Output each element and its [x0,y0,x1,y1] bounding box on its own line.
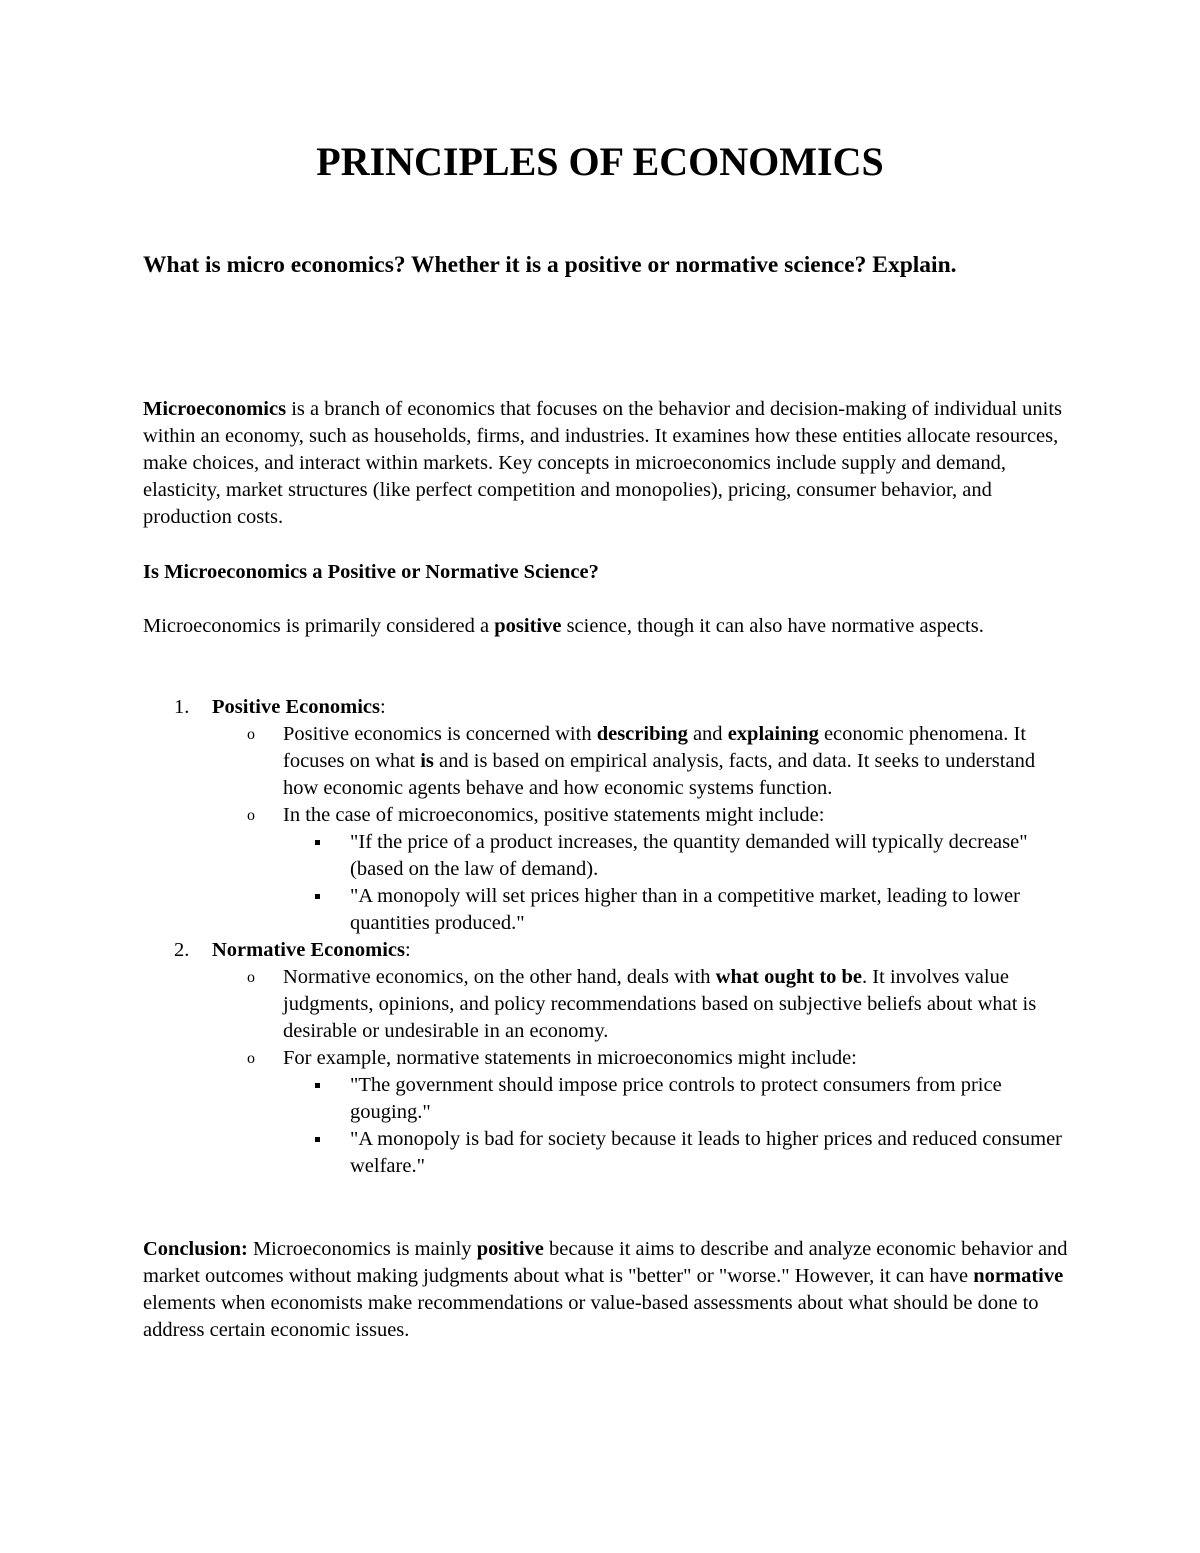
text-run: because it aims to describe and analyze economic behavior and market outcomes without making judgments about what is "better" or "worse." However, it can have [143,1238,1068,1287]
item-colon: : [379,696,386,718]
question-heading: What is micro economics? Whether it is a positive or normative science? Explain. [143,252,957,278]
text-run: For example, normative statements in microeconomics might include: [283,1047,857,1069]
example-text: "If the price of a product increases, the quantity demanded will typically decrease" (based on the law of demand). [350,831,1028,880]
lead-text-before: Microeconomics is primarily considered a [143,615,495,637]
example-text: "The government should impose price controls to protect consumers from price gouging." [350,1074,1002,1123]
text-run: Positive economics is concerned with [283,723,597,745]
page-title: PRINCIPLES OF ECONOMICS [316,139,884,184]
square-bullet-icon [315,1137,320,1142]
circle-bullet-icon: o [247,807,255,824]
list-number: 2. [174,939,190,961]
item-heading: Positive Economics [212,696,380,718]
circle-bullet-icon: o [247,1050,255,1067]
example-text: "A monopoly is bad for society because it leads to higher prices and reduced consumer welfare." [350,1128,1062,1177]
sub-item [212,802,1073,829]
square-bullet-icon [315,840,320,845]
text-run: Microeconomics is mainly [247,1238,477,1260]
text-run: economic phenomena. It focuses on what [283,723,1027,772]
bold-run: positive [476,1238,544,1260]
example-list [212,829,1073,937]
item-colon: : [405,939,411,961]
sub-item [212,1045,1073,1072]
list-item-normative [143,937,1073,964]
text-run: and is based on empirical analysis, facts, and data. It seeks to understand how economic agents behave and how economic systems function. [283,750,1036,799]
text-run: and [687,723,728,745]
numbered-list [143,694,1073,1180]
text-run: elements when economists make recommendations or value-based assessments about what should be done to address certain economic issues. [143,1292,1039,1341]
section-subheading: Is Microeconomics a Positive or Normative Science? [143,561,599,583]
circle-bullet-icon: o [247,726,255,743]
intro-paragraph [143,396,1063,531]
bold-run: describing [596,723,688,745]
lead-paragraph [143,613,1063,640]
sublist [143,721,1073,937]
conclusion-label: Conclusion: [143,1238,248,1260]
example-item [283,883,1073,937]
example-item [283,1126,1073,1180]
example-item [283,829,1073,883]
list-number: 1. [174,696,190,718]
item-heading: Normative Economics [212,939,405,961]
list-item-positive [143,694,1073,721]
lead-text-after: science, though it can also have normative aspects. [561,615,984,637]
sub-item [212,964,1073,1045]
sub-item [212,721,1073,802]
conclusion-paragraph [143,1236,1068,1344]
circle-bullet-icon: o [247,969,255,986]
text-run: . It involves value judgments, opinions, and policy recommendations based on subjective beliefs about what is desirable or undesirable in an economy. [283,966,1037,1042]
text-run: Normative economics, on the other hand, deals with [283,966,716,988]
lead-bold: positive [494,615,562,637]
example-list [212,1072,1073,1180]
example-text: "A monopoly will set prices higher than in a competitive market, leading to lower quantities produced." [350,885,1020,934]
text-run: In the case of microeconomics, positive statements might include: [283,804,825,826]
bold-run: what ought to be [715,966,863,988]
sublist [143,964,1073,1180]
bold-run: explaining [727,723,819,745]
intro-term: Microeconomics [143,398,287,420]
example-item [283,1072,1073,1126]
square-bullet-icon [315,894,320,899]
bold-run: is [420,750,434,772]
bold-run: normative [973,1265,1064,1287]
square-bullet-icon [315,1083,320,1088]
intro-text: is a branch of economics that focuses on the behavior and decision-making of individual units within an economy, such as households, firms, and industries. It examines how these entities allocate resources, make choices, and interact within markets. Key concepts in microeconomics include supply and demand, elasticity, market structures (like perfect competition and monopolies), pricing, consumer behavior, and production costs. [143,398,1063,528]
